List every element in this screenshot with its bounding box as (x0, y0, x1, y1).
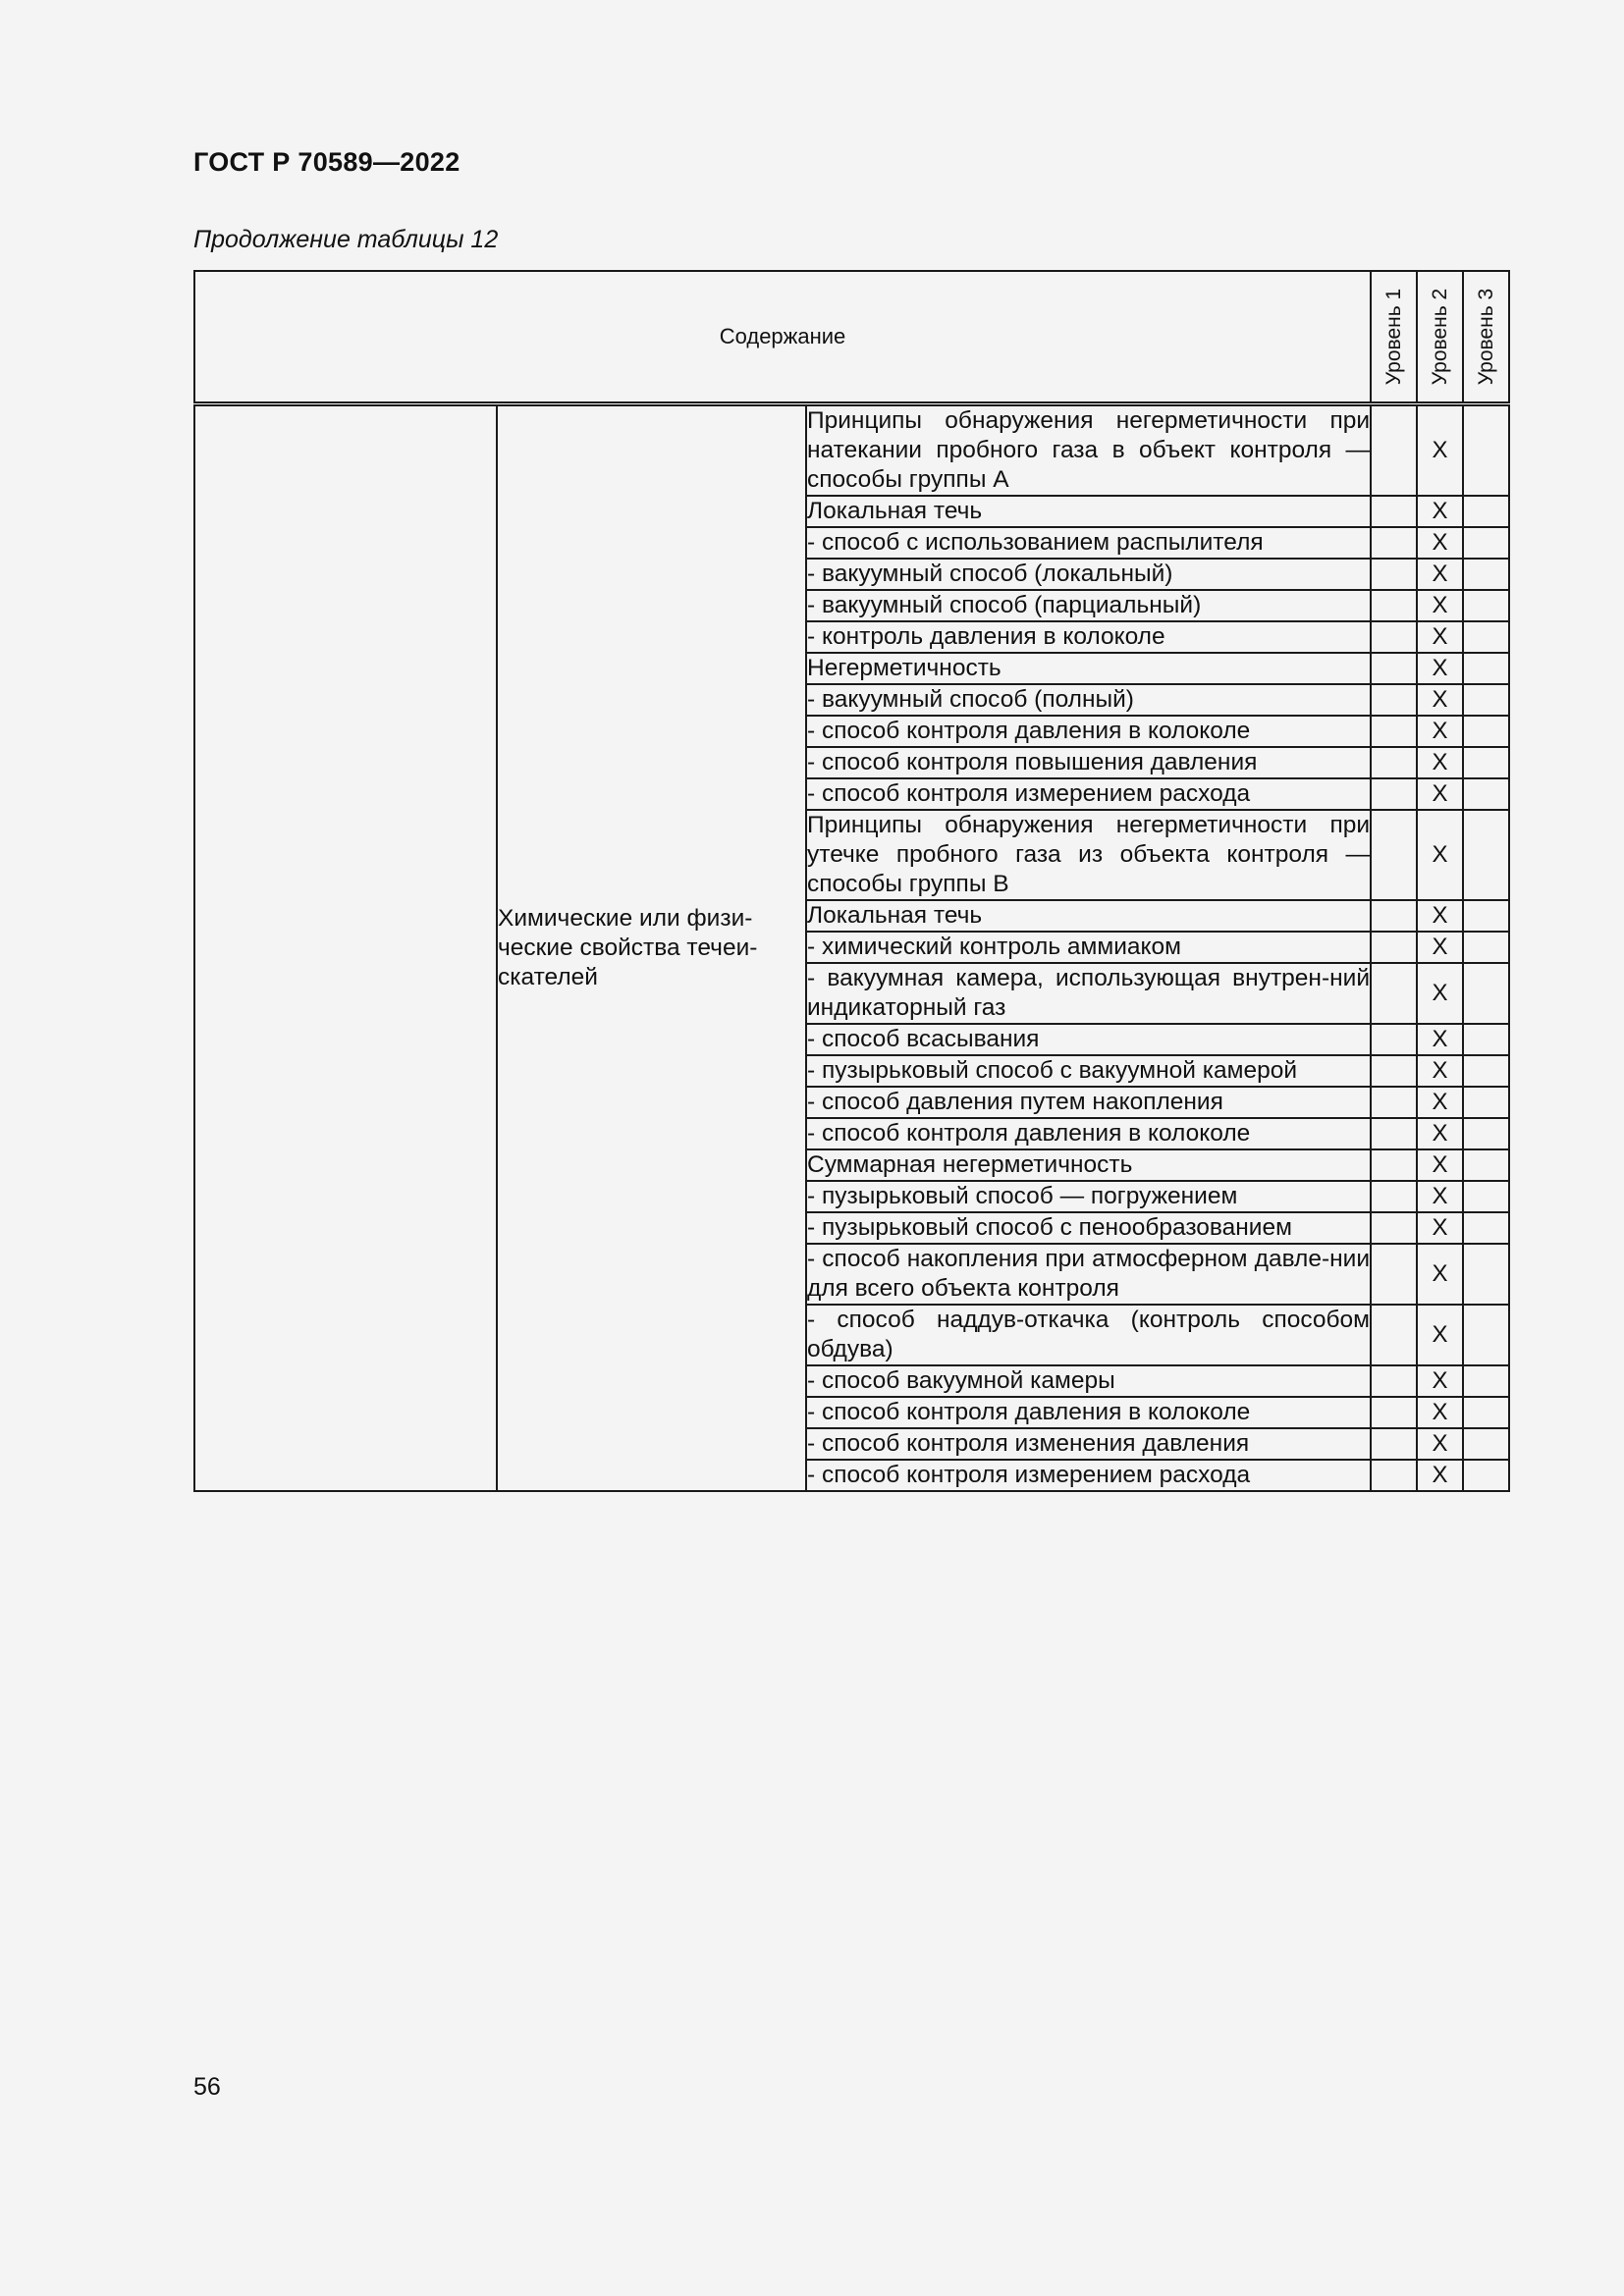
table-body (194, 404, 1509, 1492)
level-1-mark (1371, 810, 1417, 900)
level-1-mark (1371, 716, 1417, 747)
level-3-mark (1463, 404, 1509, 497)
level-3-mark (1463, 900, 1509, 932)
level-3-mark (1463, 1305, 1509, 1365)
level-2-mark: X (1417, 1055, 1463, 1087)
header-level-2-label: Уровень 2 (1428, 288, 1451, 386)
item-text: - способ контроля давления в колоколе (806, 1397, 1371, 1428)
item-text: - способ контроля измерением расхода (806, 778, 1371, 810)
level-1-mark (1371, 932, 1417, 963)
item-text: Локальная течь (806, 900, 1371, 932)
item-text: - способ контроля измерением расхода (806, 1460, 1371, 1491)
section-cell (194, 404, 497, 1492)
level-2-mark: X (1417, 963, 1463, 1024)
level-2-mark: X (1417, 1428, 1463, 1460)
level-2-mark: X (1417, 1149, 1463, 1181)
level-1-mark (1371, 527, 1417, 559)
level-3-mark (1463, 496, 1509, 527)
level-1-mark (1371, 1397, 1417, 1428)
header-level-3-label: Уровень 3 (1474, 288, 1497, 386)
level-2-mark: X (1417, 684, 1463, 716)
header-level-1 (1371, 271, 1417, 404)
level-1-mark (1371, 778, 1417, 810)
level-3-mark (1463, 684, 1509, 716)
level-1-mark (1371, 1087, 1417, 1118)
level-1-mark (1371, 1181, 1417, 1212)
level-3-mark (1463, 963, 1509, 1024)
level-3-mark (1463, 590, 1509, 621)
level-2-mark: X (1417, 900, 1463, 932)
level-2-mark: X (1417, 778, 1463, 810)
level-1-mark (1371, 1365, 1417, 1397)
level-1-mark (1371, 496, 1417, 527)
item-text: - способ контроля изменения давления (806, 1428, 1371, 1460)
level-3-mark (1463, 932, 1509, 963)
item-text: - пузырьковый способ с вакуумной камерой (806, 1055, 1371, 1087)
item-text: - способ накопления при атмосферном давле-нии для всего объекта контроля (806, 1244, 1371, 1305)
header-level-3 (1463, 271, 1509, 404)
level-2-mark: X (1417, 716, 1463, 747)
level-1-mark (1371, 1118, 1417, 1149)
item-text: - способ наддув-откачка (контроль способом обдува) (806, 1305, 1371, 1365)
level-3-mark (1463, 1181, 1509, 1212)
level-3-mark (1463, 621, 1509, 653)
item-text: - вакуумный способ (локальный) (806, 559, 1371, 590)
level-2-mark: X (1417, 1024, 1463, 1055)
item-text: - способ с использованием распылителя (806, 527, 1371, 559)
level-3-mark (1463, 1149, 1509, 1181)
level-2-mark: X (1417, 1365, 1463, 1397)
item-text: - способ контроля давления в колоколе (806, 1118, 1371, 1149)
level-2-mark: X (1417, 747, 1463, 778)
item-text: Суммарная негерметичность (806, 1149, 1371, 1181)
level-3-mark (1463, 1055, 1509, 1087)
level-3-mark (1463, 810, 1509, 900)
level-3-mark (1463, 1397, 1509, 1428)
level-3-mark (1463, 778, 1509, 810)
item-text: - способ вакуумной камеры (806, 1365, 1371, 1397)
item-text: - способ контроля повышения давления (806, 747, 1371, 778)
item-text: Принципы обнаружения негерметичности при утечке пробного газа из объекта контроля — способы группы В (806, 810, 1371, 900)
level-2-mark: X (1417, 1397, 1463, 1428)
level-2-mark: X (1417, 1460, 1463, 1491)
item-text: Принципы обнаружения негерметичности при натекании пробного газа в объект контроля — способы группы А (806, 404, 1371, 497)
level-3-mark (1463, 653, 1509, 684)
level-2-mark: X (1417, 1087, 1463, 1118)
item-text: Локальная течь (806, 496, 1371, 527)
level-2-mark: X (1417, 1212, 1463, 1244)
level-3-mark (1463, 1212, 1509, 1244)
item-text: - способ давления путем накопления (806, 1087, 1371, 1118)
level-2-mark: X (1417, 932, 1463, 963)
item-text: - контроль давления в колоколе (806, 621, 1371, 653)
level-3-mark (1463, 559, 1509, 590)
level-3-mark (1463, 1118, 1509, 1149)
level-2-mark: X (1417, 653, 1463, 684)
item-text: - вакуумная камера, использующая внутрен-ний индикаторный газ (806, 963, 1371, 1024)
level-3-mark (1463, 1024, 1509, 1055)
level-1-mark (1371, 1460, 1417, 1491)
level-2-mark: X (1417, 621, 1463, 653)
level-2-mark: X (1417, 1244, 1463, 1305)
item-text: - способ контроля давления в колоколе (806, 716, 1371, 747)
level-3-mark (1463, 1087, 1509, 1118)
table-header-row (194, 271, 1509, 404)
content-table (193, 270, 1510, 1492)
level-1-mark (1371, 621, 1417, 653)
level-1-mark (1371, 559, 1417, 590)
level-3-mark (1463, 1428, 1509, 1460)
item-text: - пузырьковый способ с пенообразованием (806, 1212, 1371, 1244)
level-1-mark (1371, 404, 1417, 497)
level-1-mark (1371, 1149, 1417, 1181)
level-1-mark (1371, 1305, 1417, 1365)
level-1-mark (1371, 653, 1417, 684)
level-3-mark (1463, 716, 1509, 747)
header-level-2 (1417, 271, 1463, 404)
level-2-mark: X (1417, 1118, 1463, 1149)
level-3-mark (1463, 747, 1509, 778)
level-3-mark (1463, 527, 1509, 559)
item-text: - химический контроль аммиаком (806, 932, 1371, 963)
document-code: ГОСТ Р 70589—2022 (193, 147, 460, 177)
item-text: - вакуумный способ (парциальный) (806, 590, 1371, 621)
level-2-mark: X (1417, 496, 1463, 527)
header-content: Содержание (194, 271, 1371, 404)
level-1-mark (1371, 1212, 1417, 1244)
table-row (194, 404, 1509, 497)
level-1-mark (1371, 1055, 1417, 1087)
page-number: 56 (193, 2073, 221, 2101)
level-3-mark (1463, 1365, 1509, 1397)
level-2-mark: X (1417, 810, 1463, 900)
level-2-mark: X (1417, 404, 1463, 497)
level-1-mark (1371, 590, 1417, 621)
item-text: - пузырьковый способ — погружением (806, 1181, 1371, 1212)
header-level-1-label: Уровень 1 (1381, 288, 1405, 386)
level-2-mark: X (1417, 1305, 1463, 1365)
topic-cell: Химические или физи- ческие свойства течеи- скателей (497, 404, 806, 1492)
level-3-mark (1463, 1244, 1509, 1305)
level-2-mark: X (1417, 1181, 1463, 1212)
level-1-mark (1371, 900, 1417, 932)
level-1-mark (1371, 684, 1417, 716)
level-3-mark (1463, 1460, 1509, 1491)
item-text: Негерметичность (806, 653, 1371, 684)
level-2-mark: X (1417, 559, 1463, 590)
level-2-mark: X (1417, 590, 1463, 621)
level-2-mark: X (1417, 527, 1463, 559)
level-1-mark (1371, 963, 1417, 1024)
item-text: - способ всасывания (806, 1024, 1371, 1055)
level-1-mark (1371, 1024, 1417, 1055)
table-caption: Продолжение таблицы 12 (193, 226, 499, 253)
level-1-mark (1371, 1428, 1417, 1460)
item-text: - вакуумный способ (полный) (806, 684, 1371, 716)
level-1-mark (1371, 747, 1417, 778)
level-1-mark (1371, 1244, 1417, 1305)
